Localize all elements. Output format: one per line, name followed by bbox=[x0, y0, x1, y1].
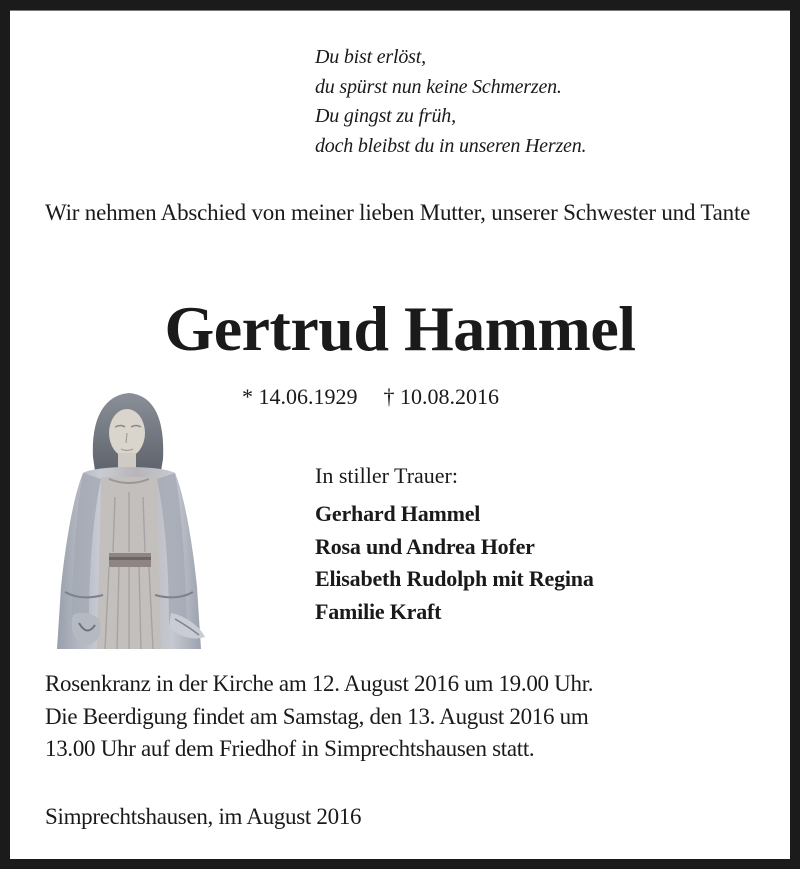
mourner-name: Gerhard Hammel bbox=[315, 501, 481, 526]
poem-line: du spürst nun keine Schmerzen. bbox=[315, 75, 562, 98]
farewell-intro: Wir nehmen Abschied von meiner lieben Mutter, unserer Schwester und Tante bbox=[45, 200, 751, 225]
mourner-name: Familie Kraft bbox=[315, 598, 442, 624]
death-date: † 10.08.2016 bbox=[383, 384, 499, 409]
mourner-name: Elisabeth Rudolph mit Regina bbox=[315, 566, 594, 591]
service-line: Die Beerdigung findet am Samstag, den 13. August 2016 um bbox=[45, 703, 589, 729]
life-dates bbox=[242, 383, 499, 411]
poem-line: Du gingst zu früh, bbox=[315, 105, 456, 127]
service-line: Rosenkranz in der Kirche am 12. August 2016 um 19.00 Uhr. bbox=[45, 671, 594, 696]
madonna-statue-image bbox=[43, 387, 215, 653]
service-details bbox=[45, 668, 765, 766]
poem-line: doch bleibst du in unseren Herzen. bbox=[315, 134, 587, 157]
obituary-notice bbox=[10, 10, 790, 859]
poem-line: Du bist erlöst, bbox=[315, 46, 426, 68]
memorial-poem bbox=[315, 43, 586, 161]
mourners-list bbox=[315, 498, 594, 628]
mourning-label: In stiller Trauer: bbox=[315, 463, 458, 488]
birth-date: * 14.06.1929 bbox=[242, 384, 358, 409]
place-and-date: Simprechtshausen, im August 2016 bbox=[45, 804, 362, 829]
service-line: 13.00 Uhr auf dem Friedhof in Simprechtshausen statt. bbox=[45, 736, 535, 761]
deceased-name: Gertrud Hammel bbox=[164, 293, 636, 364]
mourner-name: Rosa und Andrea Hofer bbox=[315, 533, 535, 559]
